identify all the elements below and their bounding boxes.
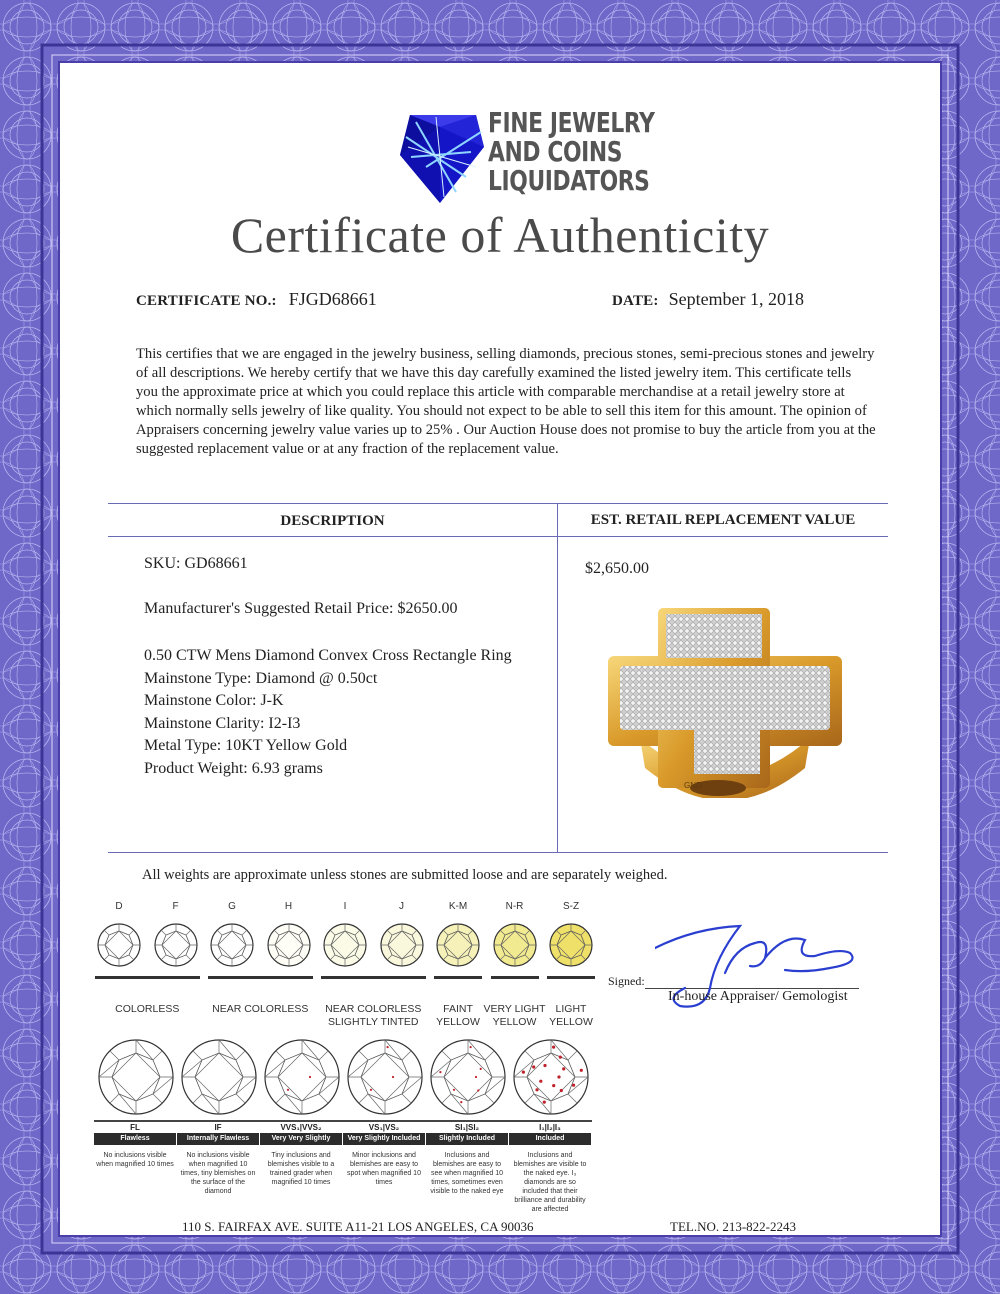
item-detail-line: Product Weight: 6.93 grams (144, 759, 323, 777)
date-label: DATE: (612, 293, 659, 309)
item-detail-line: Mainstone Color: J-K (144, 692, 284, 710)
signed-label: Signed: (608, 974, 645, 988)
diamond-color-icon (547, 921, 595, 969)
replacement-value: $2,650.00 (585, 560, 649, 577)
certificate-date: September 1, 2018 (668, 289, 805, 309)
diamond-color-icon (208, 921, 256, 969)
diamond-color-icon (321, 921, 369, 969)
color-group-bracket (208, 976, 313, 979)
diamond-color-icon (491, 921, 539, 969)
color-group-bracket (321, 976, 426, 979)
table-header-rule (108, 536, 888, 537)
clarity-grade-code: I₁|I₂|I₃ (539, 1123, 561, 1132)
diamond-clarity-icon (262, 1037, 342, 1117)
diamond-color-icon (378, 921, 426, 969)
item-detail-line: Mainstone Clarity: I2-I3 (144, 714, 301, 732)
clarity-grade-code: VS₁|VS₂ (368, 1123, 400, 1132)
clarity-grade-code: IF (214, 1123, 222, 1132)
color-group-label: VERY LIGHT YELLOW (483, 1003, 546, 1028)
color-grade-letter: D (115, 901, 123, 912)
clarity-grade-description: No inclusions visible when magnified 10 times (96, 1152, 174, 1168)
clarity-grade-name: Flawless (94, 1133, 176, 1145)
clarity-grade-code: FL (130, 1123, 140, 1132)
color-group-label: NEAR COLORLESS (212, 1003, 309, 1015)
ring-image (600, 598, 850, 798)
color-group-bracket (434, 976, 482, 979)
diamond-clarity-icon (428, 1037, 508, 1117)
color-group-label: NEAR COLORLESS SLIGHTLY TINTED (325, 1003, 422, 1028)
item-detail-line: Metal Type: 10KT Yellow Gold (144, 737, 348, 755)
sku: SKU: GD68661 (144, 555, 248, 572)
weights-note: All weights are approximate unless stones are submitted loose and are separately weighed. (142, 867, 668, 883)
ring-hallmark: GND (684, 781, 702, 790)
gem-logo-icon (396, 107, 486, 207)
item-detail-line: 0.50 CTW Mens Diamond Convex Cross Rectangle Ring (144, 647, 512, 664)
color-grade-letter: K-M (448, 901, 468, 912)
table-bottom-rule (108, 852, 888, 853)
table-top-rule (108, 503, 888, 504)
diamond-clarity-icon (511, 1037, 591, 1117)
color-group-bracket (547, 976, 595, 979)
clarity-grade-name: Very Very Slightly Included (260, 1133, 342, 1145)
color-grade-letter: J (399, 901, 404, 912)
diamond-color-icon (434, 921, 482, 969)
color-group-label: FAINT YELLOW (436, 1003, 480, 1028)
diamond-clarity-icon (345, 1037, 425, 1117)
certification-statement: This certifies that we are engaged in the jewelry business, selling diamonds, precious stones, semi-precious stones and jewelry of all descriptions. We hereby certify that we have this day carefully examined the listed jewelry item. This certificate tells you the approximate price at which you could replace this article with comparable merchandise at a retail jewelry store at which normally sells jewelry of like quality. You should not expect to be able to sell this item for this amount. The opinion of Appraisers concerning jewelry value varies up to 25% . Our Auction House does not promise to buy the article from you at the suggested replacement value or at any fraction of the replacement value. (136, 346, 876, 457)
color-group-label: COLORLESS (115, 1003, 180, 1015)
certificate-number-label: CERTIFICATE NO.: (136, 293, 277, 309)
color-grade-letter: S-Z (562, 901, 580, 912)
color-grade-letter: G (228, 901, 236, 912)
footer-address: 110 S. FAIRFAX AVE. SUITE A11-21 LOS ANGELES, CA 90036 (182, 1219, 534, 1234)
color-group-bracket (491, 976, 539, 979)
color-group-bracket (95, 976, 200, 979)
clarity-grade-code: VVS₁|VVS₂ (280, 1123, 322, 1132)
date-row (612, 289, 804, 310)
clarity-grade-name: Slightly Included (426, 1133, 508, 1145)
brand-line-1: FINE JEWELRY (488, 106, 655, 139)
certificate-number-row (136, 289, 377, 310)
clarity-grade-description: Inclusions and blemishes are visible to the naked eye. I₃ diamonds are so included that their brilliance and durability are affected (513, 1152, 587, 1213)
clarity-grade-description: Minor inclusions and blemishes are easy to spot when magnified 10 times (347, 1152, 421, 1186)
clarity-grade-description: Tiny inclusions and blemishes visible to a trained grader when magnified 10 times (267, 1152, 335, 1186)
brand-line-3: LIQUIDATORS (488, 164, 650, 197)
diamond-clarity-icon (96, 1037, 176, 1117)
clarity-grade-description: No inclusions visible when magnified 10 times, tiny blemishes on the surface of the diamond (180, 1152, 256, 1195)
table-column-divider (557, 503, 558, 852)
appraiser-role: In-house Appraiser/ Gemologist (668, 989, 848, 1004)
color-grade-letter: F (172, 901, 179, 912)
diamond-color-icon (152, 921, 200, 969)
item-details (144, 645, 512, 781)
certificate-body (60, 63, 940, 1235)
clarity-grade-description: Inclusions and blemishes are easy to see when magnified 10 times, sometimes even visible to the naked eye (430, 1152, 504, 1195)
color-grade-letter: N-R (505, 901, 524, 912)
clarity-scale-rule (94, 1120, 592, 1122)
diamond-color-icon (95, 921, 143, 969)
clarity-grade-name: Very Slightly Included (343, 1133, 425, 1145)
brand-line-2: AND COINS (488, 135, 623, 168)
clarity-grade-name: Included (509, 1133, 591, 1145)
color-grade-letter: I (343, 901, 347, 912)
msrp: Manufacturer's Suggested Retail Price: $2650.00 (144, 600, 458, 617)
item-detail-line: Mainstone Type: Diamond @ 0.50ct (144, 669, 378, 687)
diamond-color-icon (265, 921, 313, 969)
clarity-grade-code: SI₁|SI₂ (454, 1123, 480, 1132)
clarity-grade-name: Internally Flawless (177, 1133, 259, 1145)
color-group-label: LIGHT YELLOW (549, 1003, 593, 1028)
certificate-number: FJGD68661 (288, 289, 377, 309)
page-title: Certificate of Authenticity (230, 207, 770, 263)
brand-name (488, 108, 655, 195)
color-grade-letter: H (284, 901, 293, 912)
value-header: EST. RETAIL REPLACEMENT VALUE (590, 512, 856, 528)
footer-phone: TEL.NO. 213-822-2243 (670, 1219, 797, 1234)
description-header: DESCRIPTION (280, 513, 385, 529)
diamond-clarity-icon (179, 1037, 259, 1117)
